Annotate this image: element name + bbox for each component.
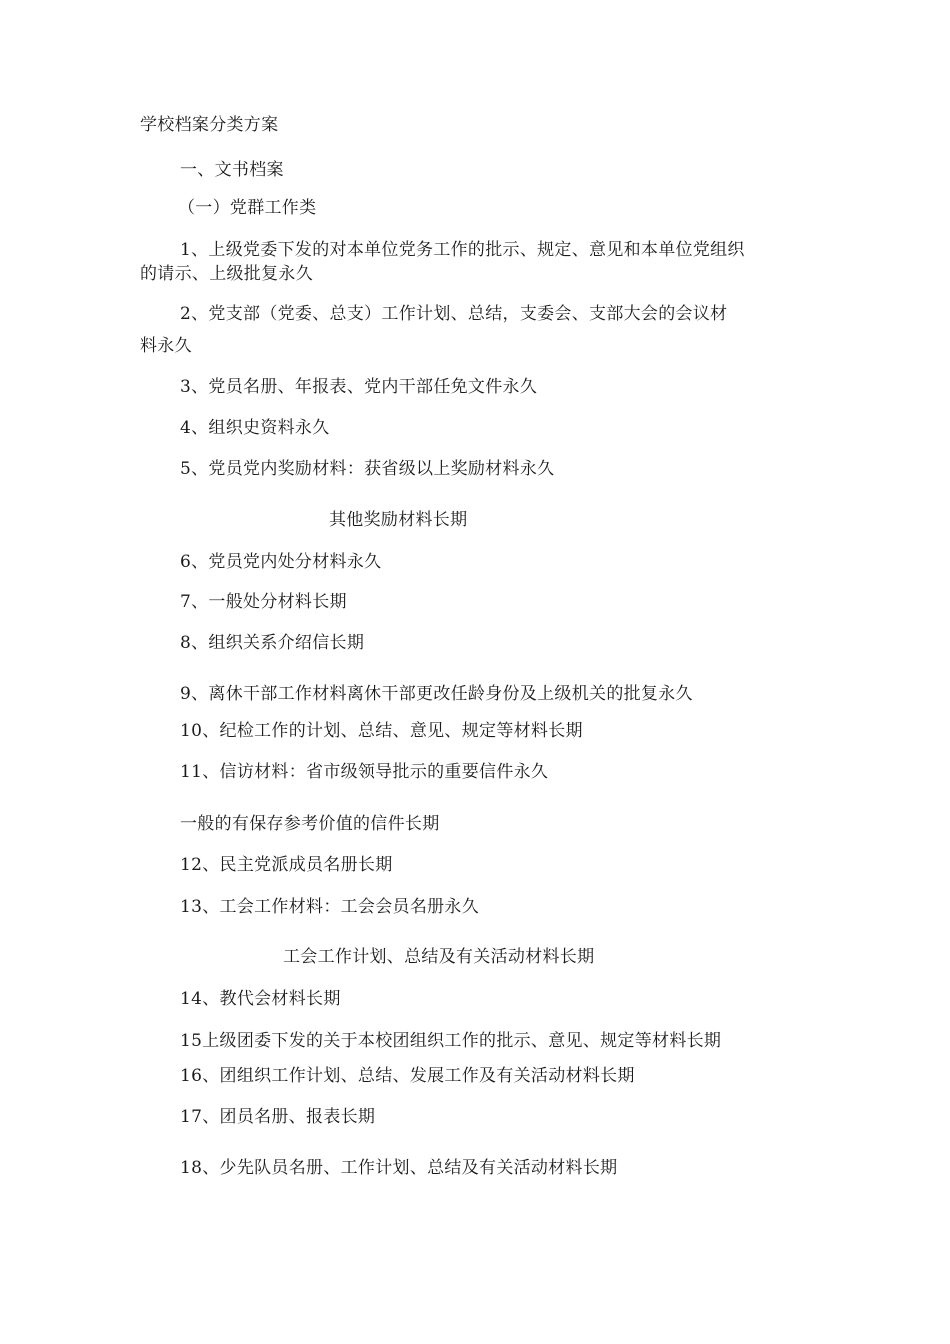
list-item-subline: 工会工作计划、总结及有关活动材料长期	[283, 947, 595, 967]
list-item: 4、组织史资料永久	[180, 418, 330, 438]
list-item: 5、党员党内奖励材料：获省级以上奖励材料永久	[180, 459, 555, 479]
section-heading: 一、文书档案	[180, 160, 284, 180]
list-item: 15上级团委下发的关于本校团组织工作的批示、意见、规定等材料长期	[180, 1031, 722, 1051]
list-item: 1、上级党委下发的对本单位党务工作的批示、规定、意见和本单位党组织	[180, 240, 745, 260]
list-item: 14、教代会材料长期	[180, 989, 341, 1009]
list-item: 18、少先队员名册、工作计划、总结及有关活动材料长期	[180, 1158, 618, 1178]
list-item: 3、党员名册、年报表、党内干部任免文件永久	[180, 377, 538, 397]
list-item-subline: 其他奖励材料长期	[329, 510, 468, 530]
list-item: 16、团组织工作计划、总结、发展工作及有关活动材料长期	[180, 1066, 635, 1086]
list-item-subline: 一般的有保存参考价值的信件长期	[180, 814, 440, 834]
list-item: 8、组织关系介绍信长期	[180, 633, 365, 653]
list-item: 12、民主党派成员名册长期	[180, 855, 393, 875]
subsection-heading: （一）党群工作类	[178, 198, 317, 218]
list-item: 2、党支部（党委、总支）工作计划、总结，支委会、支部大会的会议材	[180, 304, 728, 324]
list-item: 13、工会工作材料：工会会员名册永久	[180, 897, 480, 917]
list-item: 7、一般处分材料长期	[180, 592, 347, 612]
list-item: 6、党员党内处分材料永久	[180, 552, 382, 572]
list-item: 17、团员名册、报表长期	[180, 1107, 376, 1127]
document-title: 学校档案分类方案	[140, 115, 279, 135]
list-item-continuation: 的请示、上级批复永久	[140, 264, 313, 284]
list-item: 9、离休干部工作材料离休干部更改任龄身份及上级机关的批复永久	[180, 684, 693, 704]
list-item: 10、纪检工作的计划、总结、意见、规定等材料长期	[180, 721, 583, 741]
list-item-continuation: 料永久	[140, 336, 192, 356]
list-item: 11、信访材料：省市级领导批示的重要信件永久	[180, 762, 549, 782]
